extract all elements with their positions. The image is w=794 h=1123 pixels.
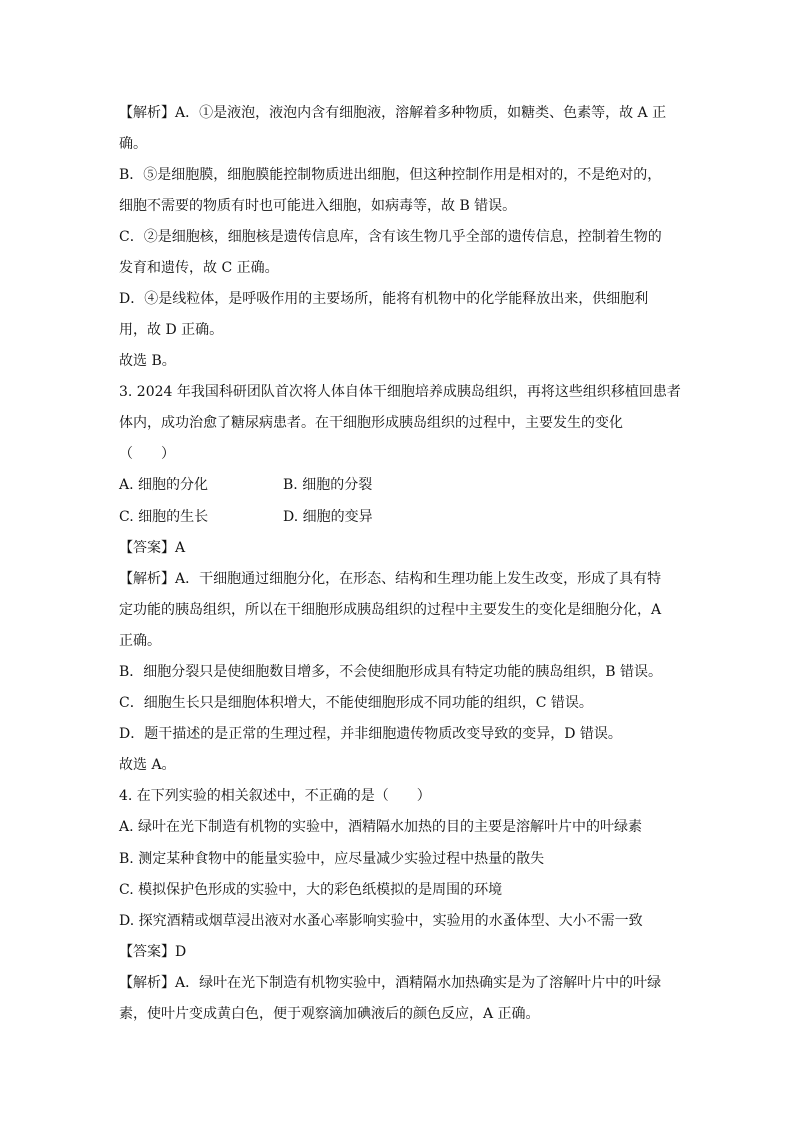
q4-option-b: B. 测定某种食物中的能量实验中，应尽量减少实验过程中热量的散失 [119, 851, 545, 867]
q3-option-c: C. 细胞的生长 [119, 509, 209, 525]
q3-analysis-line-4: B．细胞分裂只是使细胞数目增多，不会使细胞形成具有特定功能的胰岛组织，B 错误。 [119, 664, 663, 680]
q2-analysis-line-1: 【解析】A．①是液泡，液泡内含有细胞液，溶解着多种物质，如糖类、色素等，故 A 正 [119, 105, 667, 121]
q2-analysis-line-4: 细胞不需要的物质有时也可能进入细胞，如病毒等，故 B 错误。 [119, 198, 517, 214]
q3-analysis-line-5: C．细胞生长只是细胞体积增大，不能使细胞形成不同功能的组织，C 错误。 [119, 695, 593, 711]
q2-analysis-line-8: 用，故 D 正确。 [119, 322, 224, 338]
q4-option-c: C. 模拟保护色形成的实验中，大的彩色纸模拟的是周围的环境 [119, 882, 503, 898]
q3-analysis-line-1: 【解析】A．干细胞通过细胞分化，在形态、结构和生理功能上发生改变，形成了具有特 [119, 571, 662, 587]
q3-option-b: B. 细胞的分裂 [283, 477, 373, 493]
q3-stem-line-1: 3. 2024 年我国科研团队首次将人体自体干细胞培养成胰岛组织，再将这些组织移植回患者 [119, 384, 681, 400]
q4-answer: 【答案】D [119, 944, 187, 960]
q2-analysis-line-5: C．②是细胞核，细胞核是遗传信息库，含有该生物几乎全部的遗传信息，控制着生物的 [119, 229, 662, 245]
q3-stem-line-2: 体内，成功治愈了糖尿病患者。在干细胞形成胰岛组织的过程中，主要发生的变化 [119, 415, 623, 431]
q3-answer-blank: （ ） [119, 446, 175, 462]
q4-analysis-line-2: 素，使叶片变成黄白色，便于观察滴加碘液后的颜色反应，A 正确。 [119, 1006, 540, 1022]
q3-analysis-line-6: D．题干描述的是正常的生理过程，并非细胞遗传物质改变导致的变异，D 错误。 [119, 726, 622, 742]
q3-analysis-line-3: 正确。 [119, 633, 161, 649]
q4-option-a: A. 绿叶在光下制造有机物的实验中，酒精隔水加热的目的主要是溶解叶片中的叶绿素 [119, 819, 643, 835]
q3-conclusion: 故选 A。 [119, 757, 176, 773]
q3-option-d: D. 细胞的变异 [283, 509, 373, 525]
q2-analysis-line-2: 确。 [119, 136, 147, 152]
q2-conclusion: 故选 B。 [119, 353, 176, 369]
q4-analysis-line-1: 【解析】A．绿叶在光下制造有机物实验中，酒精隔水加热确实是为了溶解叶片中的叶绿 [119, 975, 662, 991]
q4-option-d: D. 探究酒精或烟草浸出液对水蚤心率影响实验中，实验用的水蚤体型、大小不需一致 [119, 913, 643, 929]
q3-analysis-line-2: 定功能的胰岛组织，所以在干细胞形成胰岛组织的过程中主要发生的变化是细胞分化，A [119, 602, 662, 618]
q3-option-a: A. 细胞的分化 [119, 477, 209, 493]
q2-analysis-line-7: D．④是线粒体，是呼吸作用的主要场所，能将有机物中的化学能释放出来，供细胞利 [119, 291, 649, 307]
q4-stem: 4. 在下列实验的相关叙述中，不正确的是（ ） [119, 788, 431, 804]
q2-analysis-line-6: 发育和遗传，故 C 正确。 [119, 260, 279, 276]
q2-analysis-line-3: B．⑤是细胞膜，细胞膜能控制物质进出细胞，但这种控制作用是相对的，不是绝对的， [119, 167, 662, 183]
q3-answer: 【答案】A [119, 540, 186, 556]
